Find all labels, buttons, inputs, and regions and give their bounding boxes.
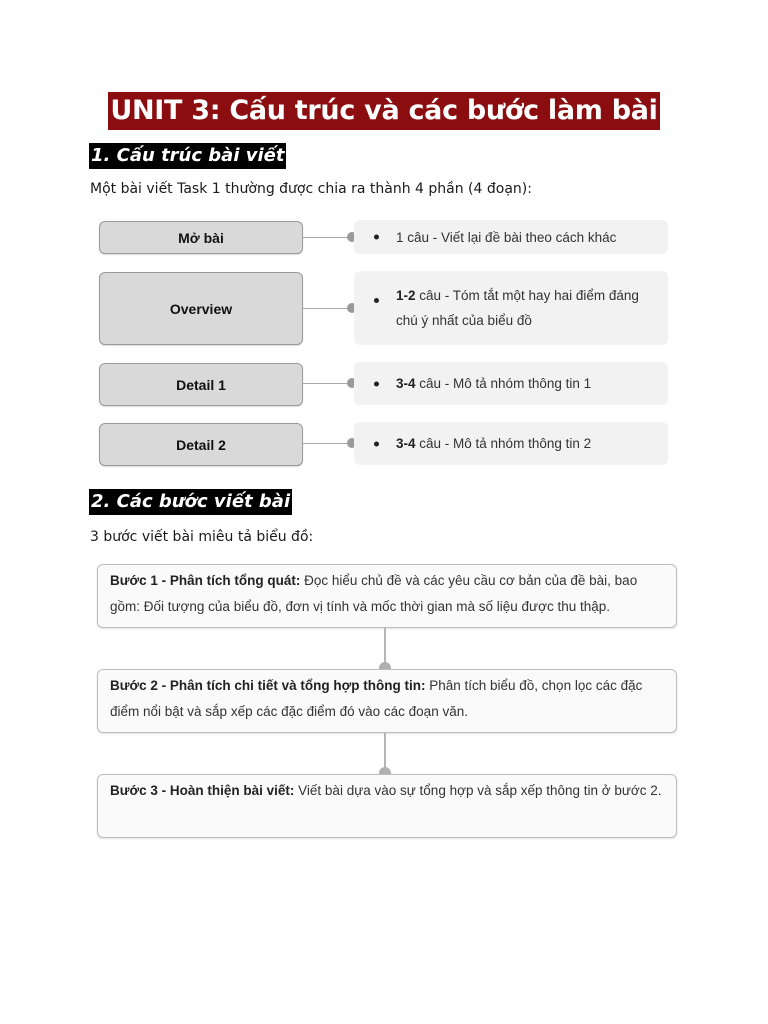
step-box-1 <box>97 564 677 628</box>
part-description-text: 3-4 câu - Mô tả nhóm thông tin 2 <box>396 436 592 451</box>
part-box-overview <box>99 272 303 345</box>
part-description-text: 1 câu - Viết lại đề bài theo cách khác <box>396 229 617 245</box>
steps-intro: 3 bước viết bài miêu tả biểu đồ: <box>90 529 314 545</box>
step-box-2 <box>97 669 677 733</box>
bullet-icon <box>374 298 379 303</box>
part-description-intro <box>354 220 668 254</box>
part-box-detail-1 <box>99 363 303 406</box>
step-text: Phân tích biểu đồ, chọn lọc các đặc điểm nổi bật và sắp xếp các đặc điểm đó vào các đoạn văn. <box>110 678 643 719</box>
part-connector <box>302 383 352 384</box>
part-connector <box>302 237 352 238</box>
section-heading-steps: 2. Các bước viết bài <box>89 489 292 515</box>
step-box-3 <box>97 774 677 838</box>
part-label: Detail 2 <box>176 436 226 453</box>
part-box-intro <box>99 221 303 254</box>
part-description-detail-2 <box>354 422 668 465</box>
step-heading: Bước 3 - Hoàn thiện bài viết: <box>110 783 295 798</box>
page-title: UNIT 3: Cấu trúc và các bước làm bài <box>108 92 659 130</box>
part-description-detail-1 <box>354 362 668 405</box>
step-text: Đọc hiểu chủ đề và các yêu cầu cơ bản của đề bài, bao gồm: Đối tượng của biểu đồ, đơn vị tính và mốc thời gian mà số liệu được thu thập. <box>110 573 638 614</box>
section-heading-structure: 1. Cấu trúc bài viết <box>89 143 286 169</box>
part-connector <box>302 308 352 309</box>
part-description-text: 1-2 câu - Tóm tắt một hay hai điểm đáng chú ý nhất của biểu đồ <box>396 288 639 328</box>
step-heading: Bước 2 - Phân tích chi tiết và tổng hợp thông tin: <box>110 678 426 693</box>
bullet-icon <box>374 381 379 386</box>
part-description-text: 3-4 câu - Mô tả nhóm thông tin 1 <box>396 376 592 391</box>
structure-intro: Một bài viết Task 1 thường được chia ra thành 4 phần (4 đoạn): <box>90 181 532 197</box>
part-label: Detail 1 <box>176 376 226 393</box>
part-connector <box>302 443 352 444</box>
step-text: Viết bài dựa vào sự tổng hợp và sắp xếp thông tin ở bước 2. <box>294 783 662 798</box>
part-description-overview <box>354 271 668 345</box>
part-label: Mở bài <box>178 229 224 246</box>
title-container <box>0 92 768 130</box>
part-label: Overview <box>169 300 233 317</box>
bullet-icon <box>374 235 379 240</box>
step-heading: Bước 1 - Phân tích tổng quát: <box>110 573 301 588</box>
part-box-detail-2 <box>99 423 303 466</box>
bullet-icon <box>374 441 379 446</box>
